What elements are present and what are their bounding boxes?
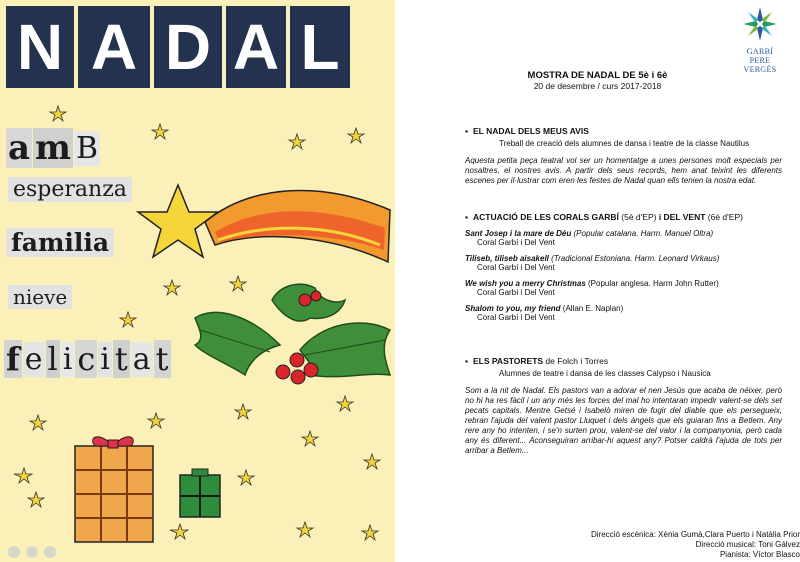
word-esperanza: esperanza <box>8 177 132 202</box>
section-subtitle: Treball de creació dels alumnes de dansa i teatre de la classe Nautilus <box>499 139 750 148</box>
poster-illustration <box>0 0 395 562</box>
song-title: Tiliseb, tiliseb aisakell <box>465 254 549 263</box>
star-icon <box>364 454 380 469</box>
section-title: ▪ ACTUACIÓ DE LES CORALS GARBÍ (5è d'EP) i DEL VENT (6è d'EP) <box>465 212 743 222</box>
title-letter-n: N <box>6 6 74 88</box>
section-subtitle: Alumnes de teatre i dansa de les classes Calypso i Nausica <box>499 369 711 378</box>
star-icon <box>14 468 32 483</box>
credit-line: Pianista: Víctor Blasco <box>719 550 800 559</box>
section-title-mid: (5è d'EP) <box>618 212 659 222</box>
star-icon <box>289 134 305 149</box>
song-performers: Coral Garbí i Del Vent <box>477 288 555 297</box>
section-title-rest: de Folch i Torres <box>543 356 609 366</box>
letter: e <box>24 341 43 377</box>
song-item <box>465 229 800 247</box>
star-icon <box>28 492 44 507</box>
letter: l <box>47 340 58 378</box>
song-performers: Coral Garbí i Del Vent <box>477 313 555 322</box>
letter: i <box>100 341 110 377</box>
section-title-text2: i DEL VENT <box>658 212 706 222</box>
section-nadal-avis <box>465 126 800 186</box>
song-detail: (Popular catalana. Harm. Manuel Oltra) <box>571 229 714 238</box>
zoom-in-icon[interactable] <box>44 546 56 558</box>
poster <box>0 0 395 562</box>
section-title: ▪ ELS PASTORETS de Folch i Torres <box>465 356 609 366</box>
title-letter-a: A <box>78 6 150 88</box>
program-page <box>395 0 800 562</box>
star-icon <box>362 525 378 540</box>
section-title-text: EL NADAL DELS MEUS AVIS <box>473 126 589 136</box>
title-letter-a2: A <box>226 6 286 88</box>
star-icon <box>152 124 168 139</box>
letter: t <box>114 340 128 378</box>
letter: i <box>62 341 73 377</box>
comet-tail <box>205 190 390 262</box>
song-performers: Coral Garbí i Del Vent <box>477 263 555 272</box>
star-icon <box>302 431 318 446</box>
section-corals <box>465 212 800 322</box>
title-letter-l: L <box>290 6 350 88</box>
song-title: Shalom to you, my friend <box>465 304 561 313</box>
zoom-out-icon[interactable] <box>8 546 20 558</box>
school-logo <box>735 6 785 74</box>
song-item <box>465 254 800 272</box>
song-item <box>465 304 800 322</box>
star-icon <box>120 312 136 327</box>
letter: t <box>155 340 169 378</box>
logo-line2: PERE VERGÉS <box>743 56 777 74</box>
word-familia: familia <box>6 228 114 257</box>
star-icon <box>50 106 66 121</box>
section-title: ▪ EL NADAL DELS MEUS AVIS <box>465 126 589 136</box>
word-nieve: nieve <box>8 285 72 309</box>
section-title-text: ACTUACIÓ DE LES CORALS GARBÍ <box>473 212 619 222</box>
star-icon <box>238 470 254 485</box>
section-paragraph: Som a la nit de Nadal. Els pastors van a adorar el nen Jesús que acaba de néixer, però no hi ha res fàcil i un any més les forces del mal ho intentaran impedir valent-se dels set pecats capitals. Mentre Getsé i Isabelò miren de fugir del diable que els persegueix, rebran l'ajuda del valent pastor Lluquet i dels àngels que els guiaran fins a Betlem. Any rere any ho intenten, i se'n surten prou, valent-se del valor i la companyonia, però cada any és diferent... Aconseguiran arribar-hi aquest any? Potser caldrà l'ajuda de tots per arribar a Betlem... <box>465 386 782 455</box>
song-performers: Coral Garbí i Del Vent <box>477 238 555 247</box>
star-icon <box>30 415 46 430</box>
holly-icon <box>195 284 390 384</box>
song-item <box>465 279 800 297</box>
song-title: Sant Josep i la mare de Déu <box>465 229 572 238</box>
credits <box>470 530 800 560</box>
letter: a <box>8 128 31 168</box>
star-icon <box>170 524 188 539</box>
logo-line1: GARBÍ <box>746 47 774 56</box>
credit-line: Direcció escènica: Xènia Gumà,Clara Puerto i Natàlia Prior <box>591 530 800 539</box>
star-icon <box>348 128 364 143</box>
letter: f <box>6 340 20 378</box>
letter: a <box>132 341 151 377</box>
song-detail: (Allan E. Naplan) <box>560 304 624 313</box>
section-title-end: (6è d'EP) <box>705 212 743 222</box>
letter: m <box>35 128 72 168</box>
program-title: MOSTRA DE NADAL DE 5è i 6è <box>527 70 668 81</box>
logo-star-icon <box>742 6 778 42</box>
song-title: We wish you a merry Christmas <box>465 279 586 288</box>
section-title-text: ELS PASTORETS <box>473 356 544 366</box>
small-gift-icon <box>180 469 220 517</box>
song-detail: (Popular anglesa. Harm John Rutter) <box>585 279 719 288</box>
program-date: 20 de desembre / curs 2017-2018 <box>533 81 662 91</box>
gift-icon <box>75 437 153 542</box>
star-icon <box>337 396 353 411</box>
song-detail: (Tradicional Estoniana. Harm. Leonard Virkaus) <box>548 254 720 263</box>
star-icon <box>235 404 251 419</box>
star-icon <box>138 185 218 257</box>
star-icon <box>230 276 246 291</box>
star-icon <box>148 413 164 428</box>
title-letter-d: D <box>154 6 222 88</box>
letter: B <box>76 130 99 166</box>
star-icon <box>164 280 180 295</box>
letter: c <box>77 340 96 378</box>
viewer-toolbar <box>8 546 56 558</box>
zoom-icon[interactable] <box>26 546 38 558</box>
section-pastorets <box>465 356 800 456</box>
star-icon <box>297 522 313 537</box>
credit-line: Direcció musical: Toni Gálvez <box>695 540 800 549</box>
section-paragraph: Aquesta petita peça teatral vol ser un homentatge a unes persones molt especials per nosaltres, el nostres avis. A partir dels seus records, hem anat teixint les diferents escenes per il·lustrar com eren les festes de Nadal quan ells tenien la nostra edat. <box>465 156 782 185</box>
